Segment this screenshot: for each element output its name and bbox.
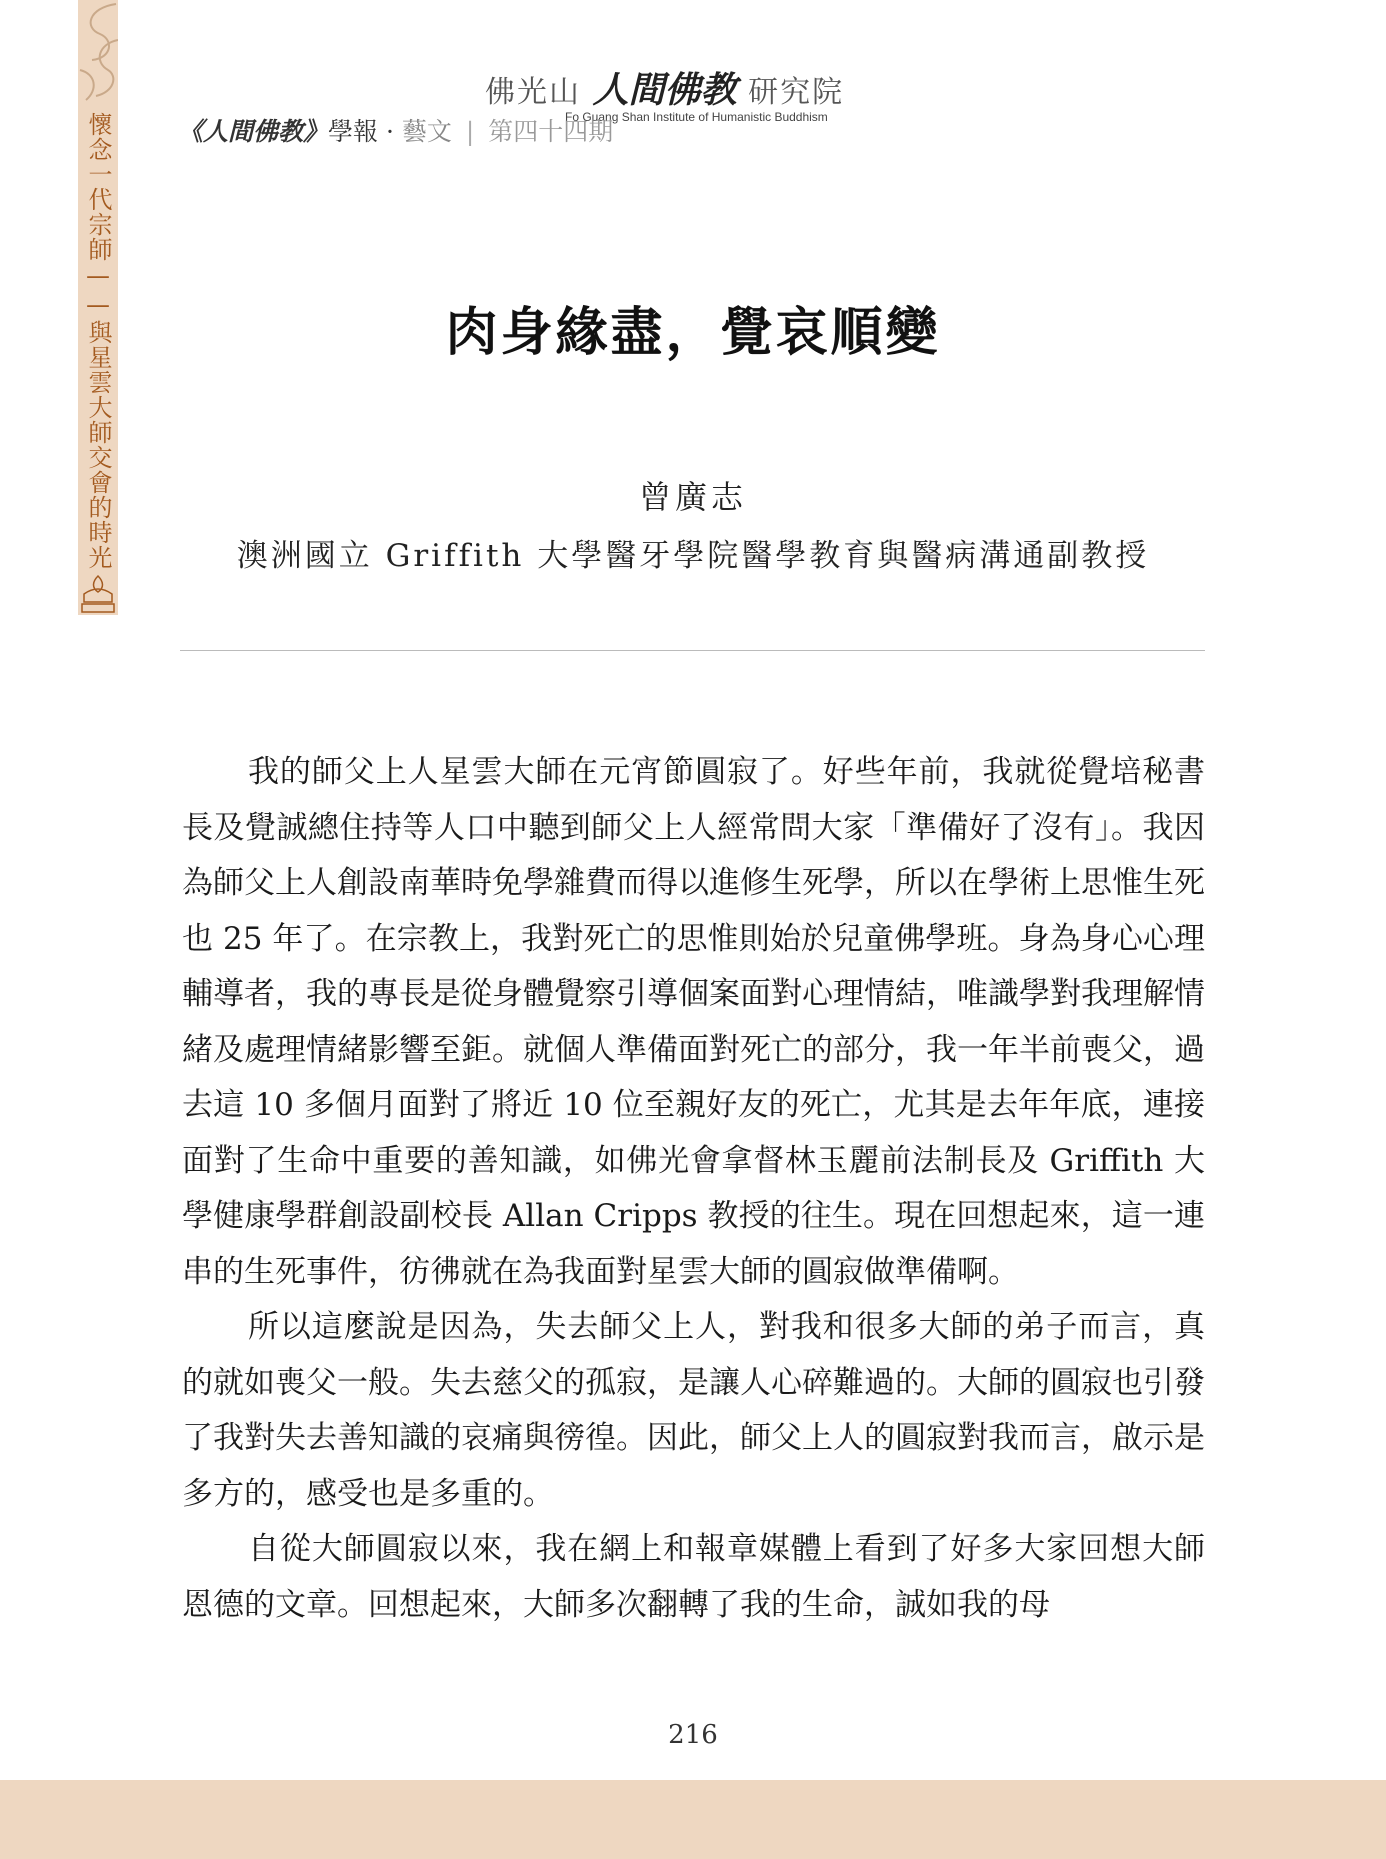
journal-separator: | [465,117,475,146]
page-number: 216 [668,1720,718,1750]
paragraph-3: 自從大師圓寂以來，我在網上和報章媒體上看到了好多大家回想大師恩德的文章。回想起來，大師多次翻轉了我的生命，誠如我的母 [182,1531,1205,1623]
journal-dot: · [385,117,394,146]
journal-suffix: 學報 [328,117,379,146]
article-title: 肉身緣盡，覺哀順變 [445,303,941,363]
journal-header [178,112,613,148]
footer-band [0,1780,1386,1859]
author-name: 曾廣志 [638,478,747,516]
institute-name [485,62,844,113]
institute-suffix: 研究院 [748,75,845,110]
paragraph-1: 我的師父上人星雲大師在元宵節圓寂了。好些年前，我就從覺培秘書長及覺誠總住持等人口中聽到師父上人經常問大家「準備好了沒有」。我因為師父上人創設南華時免學雜費而得以進修生死學，所以在學術上思惟生死也 25 年了。在宗教上，我對死亡的思惟則始於兒童佛學班。身為身心心理輔導者，我的專長是從身體覺察引導個案面對心理情結，唯識學對我理解情緒及處理情緒影響至鉅。就個人準備面對死亡的部分，我一年半前喪父，過去這 10 多個月面對了將近 10 位至親好友的死亡，尤其是去年年底，連接面對了生命中重要的善知識，如佛光會拿督林玉麗前法制長及 Griffith 大學健康學群創設副校長 Allan Cripps 教授的往生。現在回想起來，這一連串的生死事件，彷彿就在為我面對星雲大師的圓寂做準備啊。 [182,754,1205,1290]
paragraph-2: 所以這麼說是因為，失去師父上人，對我和很多大師的弟子而言，真的就如喪父一般。失去慈父的孤寂，是讓人心碎難過的。大師的圓寂也引發了我對失去善知識的哀痛與徬徨。因此，師父上人的圓寂對我而言，啟示是多方的，感受也是多重的。 [182,1309,1205,1512]
institute-brand: 人間佛教 [592,69,737,111]
journal-issue: 第四十四期 [488,117,614,146]
swirl-ornament-icon [78,0,118,110]
institute-english-name: Fo Guang Shan Institute of Humanistic Buddhism [565,110,828,124]
divider [180,650,1205,651]
journal-section: 藝文 [401,117,452,146]
journal-name: 《人間佛教》 [178,117,329,146]
side-tab-title: 懷念一代宗師——與星雲大師交會的時光 [84,112,112,570]
lotus-ornament-icon [78,572,118,615]
article-body [182,745,1205,1633]
institute-prefix: 佛光山 [485,75,581,110]
author-affiliation: 澳洲國立 Griffith 大學醫牙學院醫學教育與醫病溝通副教授 [236,538,1150,574]
